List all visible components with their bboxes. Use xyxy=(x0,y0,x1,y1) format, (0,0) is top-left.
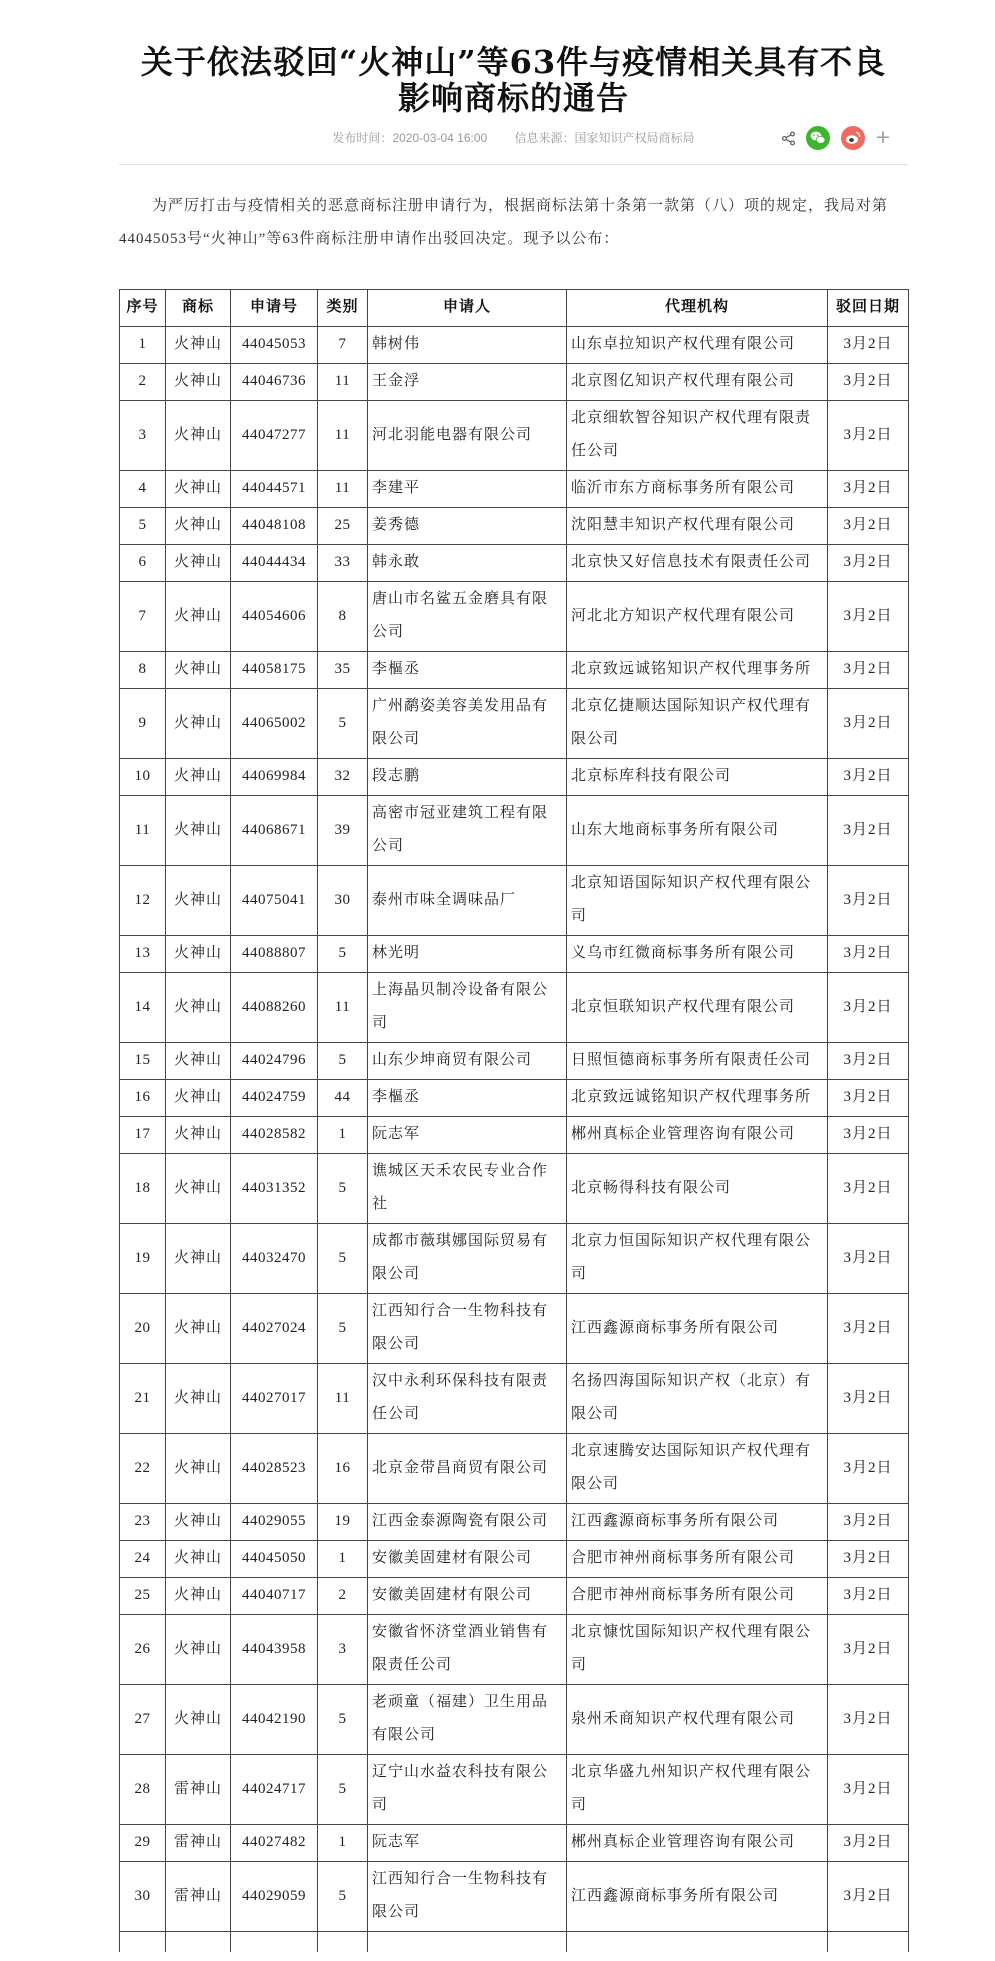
cell-rejection-date: 3月2日 xyxy=(828,1364,909,1434)
cell-application-number: 44047277 xyxy=(231,401,318,471)
cell-applicant: 李樞丞 xyxy=(368,1080,567,1117)
cell-applicant: 北京金带昌商贸有限公司 xyxy=(368,1434,567,1504)
cell-trademark: 火神山 xyxy=(166,1364,231,1434)
page-title xyxy=(119,44,908,116)
cell-applicant: 广州鹬姿美容美发用品有限公司 xyxy=(368,689,567,759)
cell-trademark: 火神山 xyxy=(166,689,231,759)
cell-class: 5 xyxy=(318,1294,368,1364)
table-row xyxy=(120,1504,909,1541)
cell-application-number: 44045050 xyxy=(231,1541,318,1578)
cell-partial xyxy=(567,1932,828,1953)
cell-application-number: 44044434 xyxy=(231,545,318,582)
cell-application-number: 44040717 xyxy=(231,1578,318,1615)
cell-applicant: 唐山市名鲨五金磨具有限公司 xyxy=(368,582,567,652)
cell-class: 1 xyxy=(318,1541,368,1578)
cell-applicant: 段志鹏 xyxy=(368,759,567,796)
cell-rejection-date: 3月2日 xyxy=(828,936,909,973)
cell-rejection-date: 3月2日 xyxy=(828,1154,909,1224)
cell-class: 5 xyxy=(318,1862,368,1932)
page-title-line: 影响商标的通告 xyxy=(397,79,629,117)
cell-trademark: 火神山 xyxy=(166,1685,231,1755)
cell-class: 19 xyxy=(318,1504,368,1541)
cell-trademark: 火神山 xyxy=(166,1043,231,1080)
cell-serial-number: 1 xyxy=(120,327,166,364)
table-header-row xyxy=(120,290,909,327)
cell-application-number: 44042190 xyxy=(231,1685,318,1755)
table-header xyxy=(120,290,909,327)
header-class: 类别 xyxy=(318,290,368,327)
cell-class: 5 xyxy=(318,689,368,759)
cell-applicant: 上海晶贝制冷设备有限公司 xyxy=(368,973,567,1043)
cell-serial-number: 29 xyxy=(120,1825,166,1862)
cell-applicant: 安徽美固建材有限公司 xyxy=(368,1541,567,1578)
cell-applicant: 安徽省怀济堂酒业销售有限责任公司 xyxy=(368,1615,567,1685)
intro-line: 为严厉打击与疫情相关的恶意商标注册申请行为，根据商标法第十条第一款第（八）项的规定，我局对第 xyxy=(152,198,889,214)
table-row xyxy=(120,1154,909,1224)
cell-class: 44 xyxy=(318,1080,368,1117)
cell-trademark: 火神山 xyxy=(166,1541,231,1578)
cell-applicant: 泰州市味全调味品厂 xyxy=(368,866,567,936)
cell-application-number: 44058175 xyxy=(231,652,318,689)
table-row xyxy=(120,1862,909,1932)
cell-trademark: 雷神山 xyxy=(166,1825,231,1862)
cell-applicant: 王金浮 xyxy=(368,364,567,401)
cell-rejection-date: 3月2日 xyxy=(828,364,909,401)
cell-trademark: 雷神山 xyxy=(166,1862,231,1932)
cell-trademark: 火神山 xyxy=(166,936,231,973)
cell-agency: 义乌市红微商标事务所有限公司 xyxy=(567,936,828,973)
cell-serial-number: 16 xyxy=(120,1080,166,1117)
table-row xyxy=(120,471,909,508)
cell-agency: 河北北方知识产权代理有限公司 xyxy=(567,582,828,652)
table-row xyxy=(120,582,909,652)
intro-line: 44045053号“火神山”等63件商标注册申请作出驳回决定。现予以公布： xyxy=(119,231,620,247)
info-source-label: 信息来源： xyxy=(514,131,575,145)
cell-applicant: 韩树伟 xyxy=(368,327,567,364)
cell-class: 25 xyxy=(318,508,368,545)
table-row xyxy=(120,1685,909,1755)
table-row xyxy=(120,1364,909,1434)
cell-applicant: 河北羽能电器有限公司 xyxy=(368,401,567,471)
cell-application-number: 44024759 xyxy=(231,1080,318,1117)
cell-agency: 北京细软智谷知识产权代理有限责任公司 xyxy=(567,401,828,471)
cell-trademark: 火神山 xyxy=(166,652,231,689)
cell-applicant: 姜秀德 xyxy=(368,508,567,545)
cell-rejection-date: 3月2日 xyxy=(828,796,909,866)
cell-trademark: 火神山 xyxy=(166,1080,231,1117)
cell-application-number: 44075041 xyxy=(231,866,318,936)
cell-serial-number: 3 xyxy=(120,401,166,471)
cell-rejection-date: 3月2日 xyxy=(828,1578,909,1615)
cell-trademark: 火神山 xyxy=(166,364,231,401)
cell-class: 11 xyxy=(318,401,368,471)
cell-serial-number: 14 xyxy=(120,973,166,1043)
cell-serial-number: 24 xyxy=(120,1541,166,1578)
cell-serial-number: 8 xyxy=(120,652,166,689)
cell-applicant: 老顽童（福建）卫生用品有限公司 xyxy=(368,1685,567,1755)
cell-application-number: 44044571 xyxy=(231,471,318,508)
wechat-icon[interactable] xyxy=(806,126,830,150)
cell-applicant: 江西知行合一生物科技有限公司 xyxy=(368,1294,567,1364)
cell-agency: 郴州真标企业管理咨询有限公司 xyxy=(567,1825,828,1862)
cell-rejection-date: 3月2日 xyxy=(828,1825,909,1862)
cell-trademark: 火神山 xyxy=(166,759,231,796)
cell-agency: 江西鑫源商标事务所有限公司 xyxy=(567,1294,828,1364)
rejection-table-wrap xyxy=(119,289,908,1952)
cell-agency: 北京畅得科技有限公司 xyxy=(567,1154,828,1224)
cell-agency: 北京致远诚铭知识产权代理事务所 xyxy=(567,652,828,689)
cell-class: 7 xyxy=(318,327,368,364)
cell-trademark: 火神山 xyxy=(166,327,231,364)
cell-serial-number: 15 xyxy=(120,1043,166,1080)
header-applicant: 申请人 xyxy=(368,290,567,327)
cell-partial xyxy=(120,1932,166,1953)
cell-serial-number: 11 xyxy=(120,796,166,866)
cell-application-number: 44054606 xyxy=(231,582,318,652)
cell-applicant: 李樞丞 xyxy=(368,652,567,689)
cell-applicant: 汉中永利环保科技有限责任公司 xyxy=(368,1364,567,1434)
cell-serial-number: 18 xyxy=(120,1154,166,1224)
table-row xyxy=(120,1080,909,1117)
table-row xyxy=(120,1434,909,1504)
cell-trademark: 火神山 xyxy=(166,1615,231,1685)
table-row xyxy=(120,1578,909,1615)
cell-application-number: 44046736 xyxy=(231,364,318,401)
cell-serial-number: 13 xyxy=(120,936,166,973)
table-row xyxy=(120,545,909,582)
table-row xyxy=(120,1541,909,1578)
cell-rejection-date: 3月2日 xyxy=(828,1685,909,1755)
cell-agency: 北京华盛九州知识产权代理有限公司 xyxy=(567,1755,828,1825)
table-row xyxy=(120,936,909,973)
cell-agency: 山东大地商标事务所有限公司 xyxy=(567,796,828,866)
cell-class: 5 xyxy=(318,1685,368,1755)
cell-application-number: 44028582 xyxy=(231,1117,318,1154)
publish-time-value: 2020-03-04 16:00 xyxy=(392,131,488,145)
table-row xyxy=(120,689,909,759)
cell-rejection-date: 3月2日 xyxy=(828,1862,909,1932)
header-rejection-date: 驳回日期 xyxy=(828,290,909,327)
cell-agency: 泉州禾商知识产权代理有限公司 xyxy=(567,1685,828,1755)
cell-application-number: 44069984 xyxy=(231,759,318,796)
cell-class: 35 xyxy=(318,652,368,689)
cell-agency: 北京恒联知识产权代理有限公司 xyxy=(567,973,828,1043)
cell-application-number: 44065002 xyxy=(231,689,318,759)
cell-class: 11 xyxy=(318,471,368,508)
cell-trademark: 火神山 xyxy=(166,1154,231,1224)
cell-partial xyxy=(368,1932,567,1953)
cell-serial-number: 12 xyxy=(120,866,166,936)
publish-time-label: 发布时间： xyxy=(332,131,393,145)
cell-application-number: 44029055 xyxy=(231,1504,318,1541)
cell-trademark: 火神山 xyxy=(166,545,231,582)
cell-rejection-date: 3月2日 xyxy=(828,973,909,1043)
cell-serial-number: 4 xyxy=(120,471,166,508)
table-row xyxy=(120,327,909,364)
table-row xyxy=(120,401,909,471)
cell-applicant: 成都市薇琪娜国际贸易有限公司 xyxy=(368,1224,567,1294)
cell-rejection-date: 3月2日 xyxy=(828,1043,909,1080)
cell-class: 5 xyxy=(318,1043,368,1080)
header-trademark: 商标 xyxy=(166,290,231,327)
weibo-icon[interactable] xyxy=(841,126,865,150)
cell-rejection-date: 3月2日 xyxy=(828,759,909,796)
cell-rejection-date: 3月2日 xyxy=(828,1615,909,1685)
cell-trademark: 火神山 xyxy=(166,1224,231,1294)
cell-partial xyxy=(318,1932,368,1953)
cell-agency: 北京标库科技有限公司 xyxy=(567,759,828,796)
table-row xyxy=(120,1294,909,1364)
table-row-partial xyxy=(120,1932,909,1953)
cell-serial-number: 2 xyxy=(120,364,166,401)
cell-class: 11 xyxy=(318,364,368,401)
cell-partial xyxy=(166,1932,231,1953)
cell-application-number: 44031352 xyxy=(231,1154,318,1224)
cell-applicant: 江西金泰源陶瓷有限公司 xyxy=(368,1504,567,1541)
cell-class: 5 xyxy=(318,1154,368,1224)
cell-serial-number: 25 xyxy=(120,1578,166,1615)
table-row xyxy=(120,1615,909,1685)
cell-agency: 江西鑫源商标事务所有限公司 xyxy=(567,1504,828,1541)
cell-serial-number: 20 xyxy=(120,1294,166,1364)
cell-trademark: 火神山 xyxy=(166,508,231,545)
cell-serial-number: 5 xyxy=(120,508,166,545)
cell-class: 11 xyxy=(318,973,368,1043)
cell-rejection-date: 3月2日 xyxy=(828,545,909,582)
intro-paragraph xyxy=(119,190,908,256)
cell-agency: 日照恒德商标事务所有限责任公司 xyxy=(567,1043,828,1080)
table-row xyxy=(120,973,909,1043)
cell-serial-number: 9 xyxy=(120,689,166,759)
cell-serial-number: 30 xyxy=(120,1862,166,1932)
cell-rejection-date: 3月2日 xyxy=(828,1224,909,1294)
table-row xyxy=(120,796,909,866)
cell-trademark: 火神山 xyxy=(166,582,231,652)
cell-class: 33 xyxy=(318,545,368,582)
cell-agency: 北京力恒国际知识产权代理有限公司 xyxy=(567,1224,828,1294)
cell-applicant: 山东少坤商贸有限公司 xyxy=(368,1043,567,1080)
cell-rejection-date: 3月2日 xyxy=(828,1294,909,1364)
cell-agency: 北京速腾安达国际知识产权代理有限公司 xyxy=(567,1434,828,1504)
cell-agency: 郴州真标企业管理咨询有限公司 xyxy=(567,1117,828,1154)
cell-class: 5 xyxy=(318,1224,368,1294)
cell-rejection-date: 3月2日 xyxy=(828,471,909,508)
cell-applicant: 李建平 xyxy=(368,471,567,508)
cell-trademark: 火神山 xyxy=(166,401,231,471)
cell-application-number: 44027017 xyxy=(231,1364,318,1434)
cell-application-number: 44088260 xyxy=(231,973,318,1043)
table-row xyxy=(120,1117,909,1154)
cell-trademark: 火神山 xyxy=(166,1294,231,1364)
cell-application-number: 44045053 xyxy=(231,327,318,364)
table-row xyxy=(120,759,909,796)
cell-serial-number: 10 xyxy=(120,759,166,796)
cell-class: 11 xyxy=(318,1364,368,1434)
info-source xyxy=(515,130,695,146)
cell-rejection-date: 3月2日 xyxy=(828,689,909,759)
cell-serial-number: 28 xyxy=(120,1755,166,1825)
cell-trademark: 火神山 xyxy=(166,796,231,866)
cell-applicant: 阮志军 xyxy=(368,1117,567,1154)
cell-trademark: 火神山 xyxy=(166,866,231,936)
cell-application-number: 44027482 xyxy=(231,1825,318,1862)
cell-agency: 江西鑫源商标事务所有限公司 xyxy=(567,1862,828,1932)
cell-application-number: 44029059 xyxy=(231,1862,318,1932)
cell-class: 8 xyxy=(318,582,368,652)
cell-rejection-date: 3月2日 xyxy=(828,1117,909,1154)
cell-agency: 北京慷忱国际知识产权代理有限公司 xyxy=(567,1615,828,1685)
table-row xyxy=(120,1755,909,1825)
cell-class: 30 xyxy=(318,866,368,936)
cell-serial-number: 27 xyxy=(120,1685,166,1755)
header-application-number: 申请号 xyxy=(231,290,318,327)
cell-agency: 临沂市东方商标事务所有限公司 xyxy=(567,471,828,508)
cell-class: 32 xyxy=(318,759,368,796)
cell-application-number: 44043958 xyxy=(231,1615,318,1685)
cell-applicant: 高密市冠亚建筑工程有限公司 xyxy=(368,796,567,866)
cell-trademark: 火神山 xyxy=(166,1117,231,1154)
cell-agency: 北京致远诚铭知识产权代理事务所 xyxy=(567,1080,828,1117)
cell-rejection-date: 3月2日 xyxy=(828,327,909,364)
cell-serial-number: 6 xyxy=(120,545,166,582)
cell-applicant: 江西知行合一生物科技有限公司 xyxy=(368,1862,567,1932)
cell-serial-number: 19 xyxy=(120,1224,166,1294)
cell-agency: 沈阳慧丰知识产权代理有限公司 xyxy=(567,508,828,545)
header-agency: 代理机构 xyxy=(567,290,828,327)
cell-class: 1 xyxy=(318,1825,368,1862)
table-row xyxy=(120,1825,909,1862)
cell-applicant: 安徽美固建材有限公司 xyxy=(368,1578,567,1615)
cell-class: 2 xyxy=(318,1578,368,1615)
table-row xyxy=(120,1043,909,1080)
cell-rejection-date: 3月2日 xyxy=(828,1504,909,1541)
cell-partial xyxy=(231,1932,318,1953)
table-row xyxy=(120,364,909,401)
rejection-table xyxy=(119,289,909,1952)
cell-trademark: 雷神山 xyxy=(166,1755,231,1825)
cell-class: 39 xyxy=(318,796,368,866)
info-source-value: 国家知识产权局商标局 xyxy=(574,131,695,145)
cell-rejection-date: 3月2日 xyxy=(828,1541,909,1578)
cell-rejection-date: 3月2日 xyxy=(828,1080,909,1117)
cell-agency: 山东卓拉知识产权代理有限公司 xyxy=(567,327,828,364)
cell-application-number: 44088807 xyxy=(231,936,318,973)
cell-agency: 名扬四海国际知识产权（北京）有限公司 xyxy=(567,1364,828,1434)
cell-application-number: 44032470 xyxy=(231,1224,318,1294)
cell-serial-number: 21 xyxy=(120,1364,166,1434)
table-row xyxy=(120,652,909,689)
cell-rejection-date: 3月2日 xyxy=(828,582,909,652)
table-row xyxy=(120,1224,909,1294)
cell-trademark: 火神山 xyxy=(166,1434,231,1504)
table-row xyxy=(120,508,909,545)
cell-agency: 北京知语国际知识产权代理有限公司 xyxy=(567,866,828,936)
cell-application-number: 44048108 xyxy=(231,508,318,545)
cell-application-number: 44068671 xyxy=(231,796,318,866)
cell-application-number: 44024717 xyxy=(231,1755,318,1825)
cell-rejection-date: 3月2日 xyxy=(828,1434,909,1504)
plus-icon[interactable]: + xyxy=(875,126,891,148)
cell-trademark: 火神山 xyxy=(166,1578,231,1615)
cell-rejection-date: 3月2日 xyxy=(828,401,909,471)
cell-application-number: 44027024 xyxy=(231,1294,318,1364)
cell-agency: 北京图亿知识产权代理有限公司 xyxy=(567,364,828,401)
cell-serial-number: 23 xyxy=(120,1504,166,1541)
cell-class: 3 xyxy=(318,1615,368,1685)
cell-application-number: 44028523 xyxy=(231,1434,318,1504)
cell-applicant: 韩永敢 xyxy=(368,545,567,582)
header-divider xyxy=(119,164,908,165)
cell-agency: 北京亿捷顺达国际知识产权代理有限公司 xyxy=(567,689,828,759)
cell-applicant: 阮志军 xyxy=(368,1825,567,1862)
header-serial-number: 序号 xyxy=(120,290,166,327)
cell-applicant: 谯城区天禾农民专业合作社 xyxy=(368,1154,567,1224)
cell-rejection-date: 3月2日 xyxy=(828,508,909,545)
table-body xyxy=(120,327,909,1953)
cell-agency: 北京快又好信息技术有限责任公司 xyxy=(567,545,828,582)
cell-class: 5 xyxy=(318,936,368,973)
cell-serial-number: 7 xyxy=(120,582,166,652)
cell-trademark: 火神山 xyxy=(166,1504,231,1541)
cell-class: 16 xyxy=(318,1434,368,1504)
cell-trademark: 火神山 xyxy=(166,973,231,1043)
publish-time xyxy=(332,130,487,146)
share-icon[interactable] xyxy=(781,131,796,146)
page-title-line: 关于依法驳回“火神山”等63件与疫情相关具有不良 xyxy=(140,43,887,81)
cell-serial-number: 26 xyxy=(120,1615,166,1685)
cell-class: 1 xyxy=(318,1117,368,1154)
cell-applicant: 辽宁山水益农科技有限公司 xyxy=(368,1755,567,1825)
cell-partial xyxy=(828,1932,909,1953)
cell-rejection-date: 3月2日 xyxy=(828,652,909,689)
cell-applicant: 林光明 xyxy=(368,936,567,973)
table-row xyxy=(120,866,909,936)
cell-class: 5 xyxy=(318,1755,368,1825)
cell-serial-number: 22 xyxy=(120,1434,166,1504)
cell-trademark: 火神山 xyxy=(166,471,231,508)
cell-agency: 合肥市神州商标事务所有限公司 xyxy=(567,1541,828,1578)
cell-rejection-date: 3月2日 xyxy=(828,866,909,936)
cell-application-number: 44024796 xyxy=(231,1043,318,1080)
cell-rejection-date: 3月2日 xyxy=(828,1755,909,1825)
cell-serial-number: 17 xyxy=(120,1117,166,1154)
cell-agency: 合肥市神州商标事务所有限公司 xyxy=(567,1578,828,1615)
